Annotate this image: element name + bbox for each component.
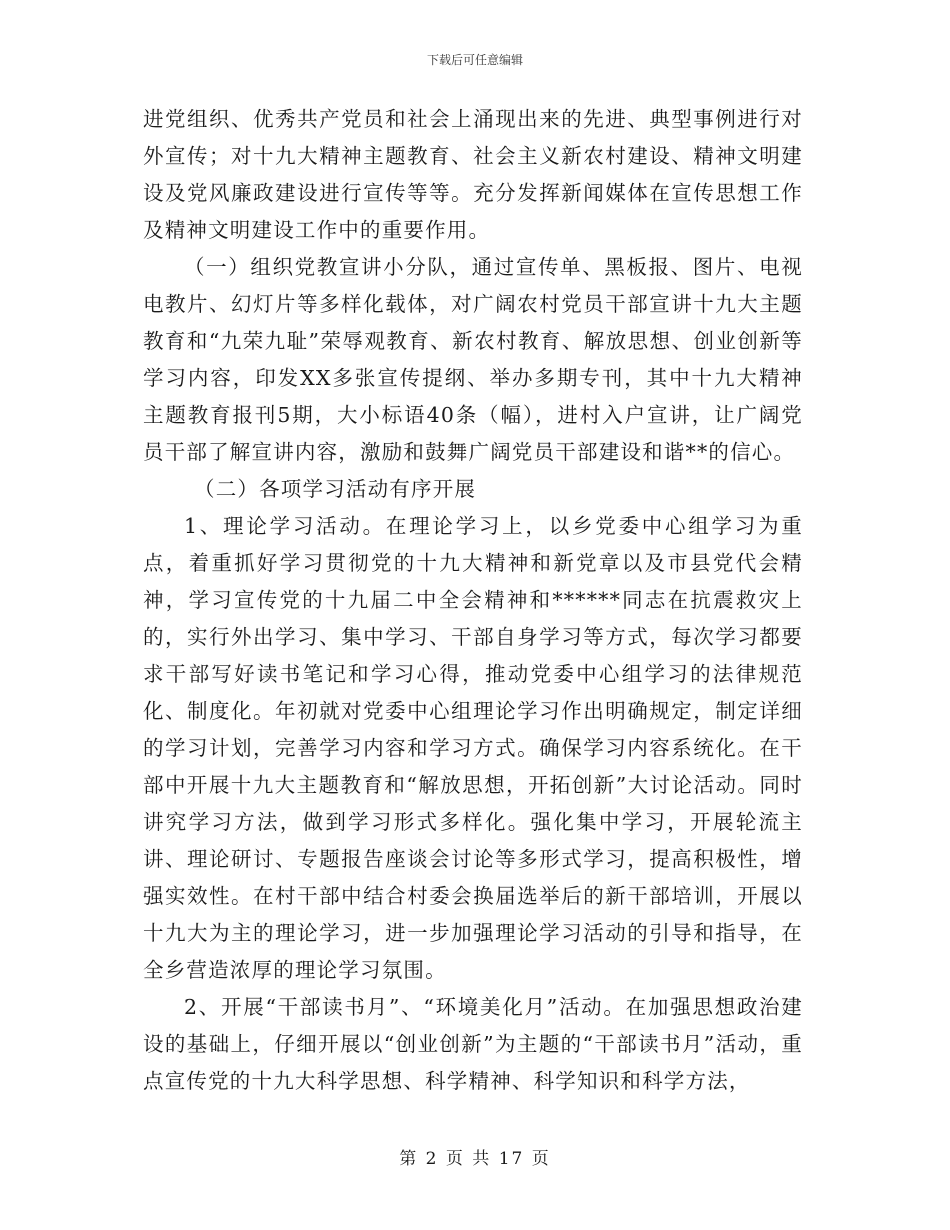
paragraph-reading-month: 2、开展“干部读书月”、“环境美化月”活动。在加强思想政治建设的基础上，仔细开展以“创业创新”为主题的“干部读书月”活动，重点宣传党的十九大科学思想、科学精神、科学知识和科学方法， bbox=[143, 995, 803, 1093]
paragraph-intro-continuation: 进党组织、优秀共产党员和社会上涌现出来的先进、典型事例进行对外宣传；对十九大精神主题教育、社会主义新农村建设、精神文明建设及党风廉政建设进行宣传等等。充分发挥新闻媒体在宣传思想工作及精神文明建设工作中的重要作用。 bbox=[143, 107, 803, 242]
paragraph-theory-study: 1、理论学习活动。在理论学习上，以乡党委中心组学习为重点，着重抓好学习贯彻党的十九大精神和新党章以及市县党代会精神，学习宣传党的十九届二中全会精神和******同志在抗震救灾上的，实行外出学习、集中学习、干部自身学习等方式，每次学习都要求干部写好读书笔记和学习心得，推动党委中心组学习的法律规范化、制度化。年初就对党委中心组理论学习作出明确规定，制定详细的学习计划，完善学习内容和学习方式。确保学习内容系统化。在干部中开展十九大主题教育和“解放思想，开拓创新”大讨论活动。同时讲究学习方法，做到学习形式多样化。强化集中学习，开展轮流主讲、理论研讨、专题报告座谈会讨论等多形式学习，提高积极性，增强实效性。在村干部中结合村委会换届选举后的新干部培训，开展以十九大为主的理论学习，进一步加强理论学习活动的引导和指导，在全乡营造浓厚的理论学习氛围。 bbox=[143, 514, 803, 982]
paragraph-section-1: （一）组织党教宣讲小分队，通过宣传单、黑板报、图片、电视电教片、幻灯片等多样化载体，对广阔农村党员干部宣讲十九大主题教育和“九荣九耻”荣辱观教育、新农村教育、解放思想、创业创新等学习内容，印发XX多张宣传提纲、举办多期专刊，其中十九大精神主题教育报刊5期，大小标语40条（幅），进村入户宣讲，让广阔党员干部了解宣讲内容，激励和鼓舞广阔党员干部建设和谐**的信心。 bbox=[143, 255, 803, 464]
page-number-footer: 第 2 页 共 17 页 bbox=[399, 1149, 551, 1169]
section-heading-2: （二）各项学习活动有序开展 bbox=[194, 477, 477, 501]
page-header: 下载后可任意编辑 bbox=[426, 53, 523, 67]
document-body bbox=[143, 101, 803, 1100]
